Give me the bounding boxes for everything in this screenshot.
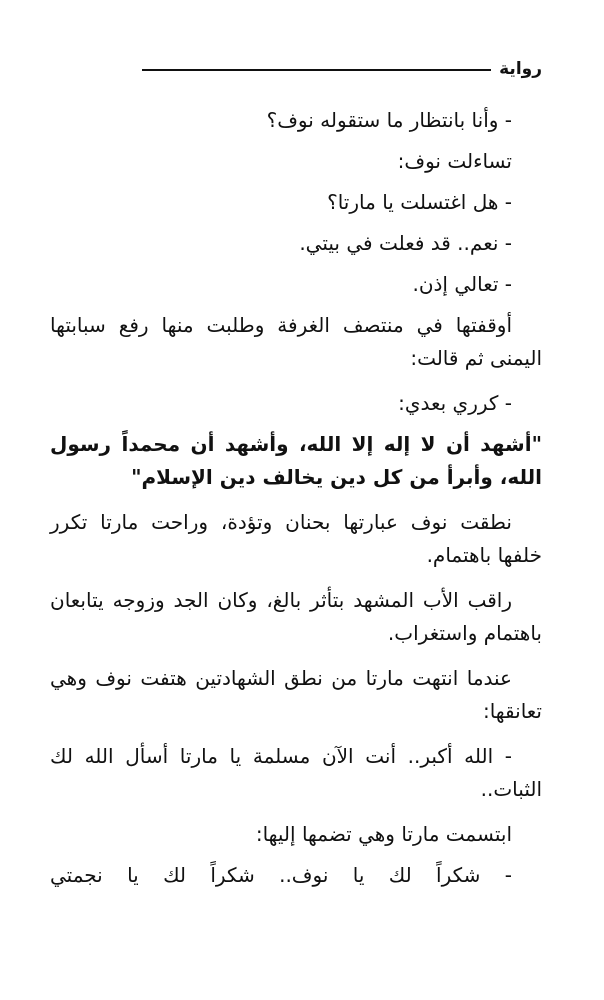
body-text: [50, 104, 542, 904]
paragraph-10: راقب الأب المشهد بتأثر بالغ، وكان الجد وزوجه يتابعان باهتمام واستغراب.: [50, 588, 542, 645]
running-header: [142, 54, 542, 84]
header-rule: [142, 69, 491, 71]
paragraph-2: تساءلت نوف:: [397, 149, 512, 173]
paragraph-1: - وأنا بانتظار ما ستقوله نوف؟: [266, 108, 512, 132]
paragraph-6: أوقفتها في منتصف الغرفة وطلبت منها رفع سبابتها اليمنى ثم قالت:: [50, 313, 542, 370]
paragraph-7: - كرري بعدي:: [398, 391, 512, 415]
paragraph-13: ابتسمت مارتا وهي تضمها إليها:: [255, 822, 512, 846]
paragraph-3: - هل اغتسلت يا مارتا؟: [327, 190, 512, 214]
paragraph-4: - نعم.. قد فعلت في بيتي.: [299, 231, 512, 255]
paragraph-5: - تعالي إذن.: [412, 272, 512, 296]
paragraph-11: عندما انتهت مارتا من نطق الشهادتين هتفت نوف وهي تعانقها:: [50, 666, 542, 723]
paragraph-14: - شكراً لك يا نوف.. شكراً لك يا نجمتي: [50, 863, 512, 887]
paragraph-12: - الله أكبر.. أنت الآن مسلمة يا مارتا أسأل الله لك الثبات..: [50, 744, 542, 801]
paragraph-9: نطقت نوف عبارتها بحنان وتؤدة، وراحت مارتا تكرر خلفها باهتمام.: [50, 510, 542, 567]
paragraph-8-testimony: "أشهد أن لا إله إلا الله، وأشهد أن محمداً رسول الله، وأبرأ من كل دين يخالف دين الإسلام": [50, 432, 542, 489]
header-title: رواية: [499, 59, 542, 79]
